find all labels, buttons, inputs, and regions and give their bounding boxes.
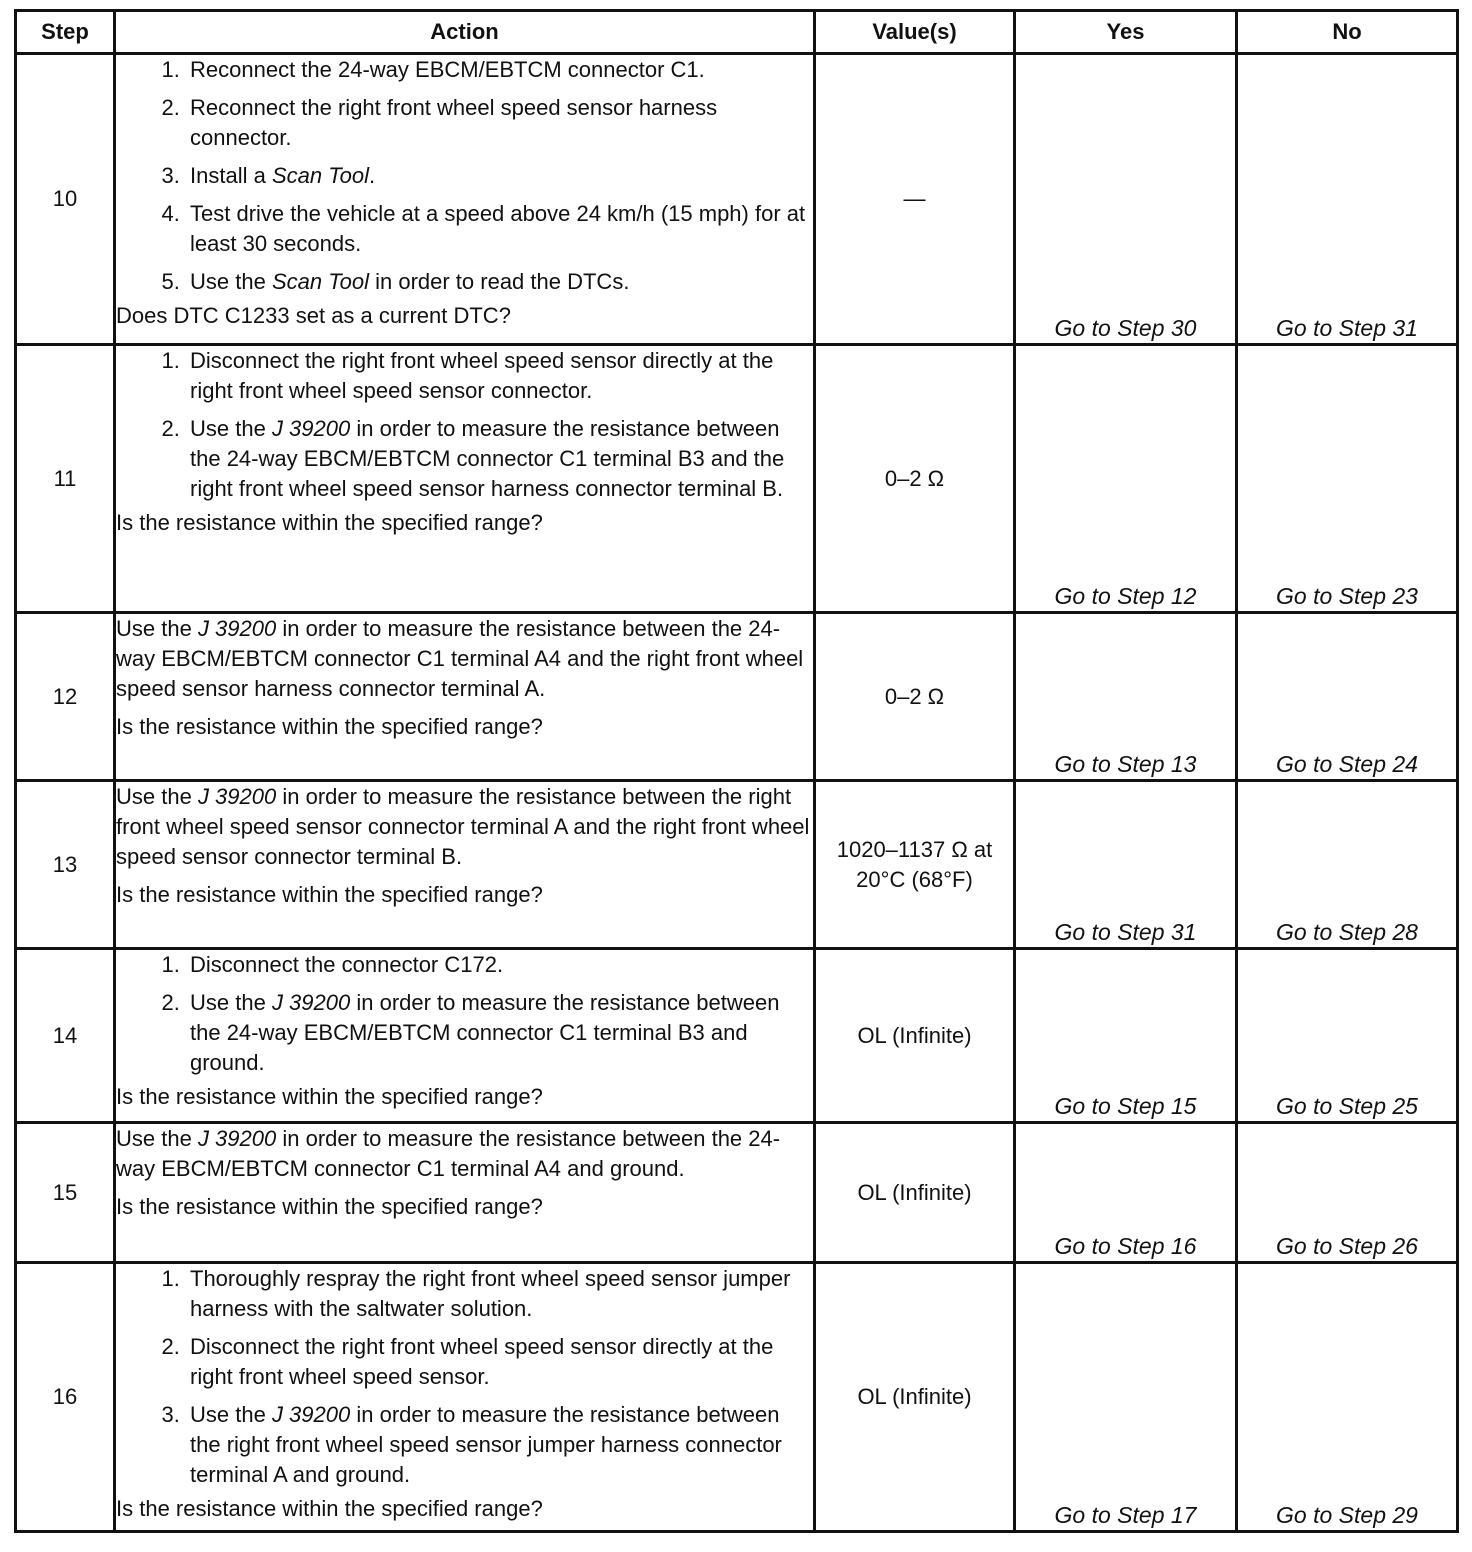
action-question: Is the resistance within the specified range?	[116, 510, 543, 535]
action-step: 3. Install a Scan Tool.	[186, 161, 813, 191]
action-question: Is the resistance within the specified range?	[116, 714, 543, 739]
step-number: 10	[16, 54, 115, 345]
yes-goto: Go to Step 12	[1015, 345, 1237, 613]
tool-name: Scan Tool	[271, 163, 369, 188]
action-cell	[115, 1263, 815, 1532]
no-goto: Go to Step 23	[1237, 345, 1458, 613]
action-question: Is the resistance within the specified range?	[116, 1084, 543, 1109]
tool-name: J 39200	[271, 1402, 351, 1427]
action-question: Is the resistance within the specified range?	[116, 882, 543, 907]
action-paragraph: Use the J 39200 in order to measure the resistance between the right front wheel speed sensor connector terminal A and the right front wheel speed sensor connector terminal B.	[116, 784, 810, 869]
step-number: 16	[16, 1263, 115, 1532]
no-goto: Go to Step 28	[1237, 781, 1458, 949]
action-steps	[116, 1264, 813, 1490]
action-step: 5. Use the Scan Tool in order to read the DTCs.	[186, 267, 813, 297]
action-question: Is the resistance within the specified range?	[116, 1496, 543, 1521]
tool-name: Scan Tool	[271, 269, 369, 294]
action-cell	[115, 949, 815, 1123]
no-goto: Go to Step 24	[1237, 613, 1458, 781]
header-action: Action	[115, 11, 815, 54]
table-row-step-10	[16, 54, 1458, 345]
action-question: Is the resistance within the specified range?	[116, 1194, 543, 1219]
header-row	[16, 11, 1458, 54]
value-cell: 0–2 Ω	[815, 613, 1015, 781]
yes-goto: Go to Step 31	[1015, 781, 1237, 949]
action-steps	[116, 55, 813, 297]
value-cell: 0–2 Ω	[815, 345, 1015, 613]
table-row-step-13	[16, 781, 1458, 949]
value-cell: OL (Infinite)	[815, 949, 1015, 1123]
step-number: 11	[16, 345, 115, 613]
action-cell	[115, 1123, 815, 1263]
no-goto: Go to Step 25	[1237, 949, 1458, 1123]
action-step: 1. Reconnect the 24-way EBCM/EBTCM connector C1.	[186, 55, 813, 85]
action-step: 3. Use the J 39200 in order to measure the resistance between the right front wheel speed sensor jumper harness connector terminal A and ground.	[186, 1400, 813, 1490]
tool-name: J 39200	[271, 990, 351, 1015]
step-number: 12	[16, 613, 115, 781]
yes-goto: Go to Step 16	[1015, 1123, 1237, 1263]
value-cell: OL (Infinite)	[815, 1263, 1015, 1532]
step-number: 15	[16, 1123, 115, 1263]
action-steps	[116, 950, 813, 1078]
table-row-step-11	[16, 345, 1458, 613]
action-question: Does DTC C1233 set as a current DTC?	[116, 303, 511, 328]
step-number: 14	[16, 949, 115, 1123]
action-steps	[116, 346, 813, 504]
header-yes: Yes	[1015, 11, 1237, 54]
action-step: 2. Use the J 39200 in order to measure the resistance between the 24-way EBCM/EBTCM connector C1 terminal B3 and the right front wheel speed sensor harness connector terminal B.	[186, 414, 813, 504]
value-cell: 1020–1137 Ω at 20°C (68°F)	[815, 781, 1015, 949]
action-step: 1. Thoroughly respray the right front wheel speed sensor jumper harness with the saltwater solution.	[186, 1264, 813, 1324]
yes-goto: Go to Step 17	[1015, 1263, 1237, 1532]
tool-name: J 39200	[271, 416, 351, 441]
action-paragraph: Use the J 39200 in order to measure the resistance between the 24-way EBCM/EBTCM connector C1 terminal A4 and the right front wheel speed sensor harness connector terminal A.	[116, 616, 804, 701]
action-step: 2. Use the J 39200 in order to measure the resistance between the 24-way EBCM/EBTCM connector C1 terminal B3 and ground.	[186, 988, 813, 1078]
action-step: 2. Reconnect the right front wheel speed sensor harness connector.	[186, 93, 813, 153]
no-goto: Go to Step 29	[1237, 1263, 1458, 1532]
tool-name: J 39200	[197, 784, 277, 809]
no-goto: Go to Step 26	[1237, 1123, 1458, 1263]
action-step: 1. Disconnect the connector C172.	[186, 950, 813, 980]
table-row-step-12	[16, 613, 1458, 781]
step-number: 13	[16, 781, 115, 949]
header-step: Step	[16, 11, 115, 54]
yes-goto: Go to Step 15	[1015, 949, 1237, 1123]
table-row-step-14	[16, 949, 1458, 1123]
diagnostic-table	[14, 9, 1459, 1533]
value-cell: OL (Infinite)	[815, 1123, 1015, 1263]
action-step: 1. Disconnect the right front wheel speed sensor directly at the right front wheel speed sensor connector.	[186, 346, 813, 406]
header-values: Value(s)	[815, 11, 1015, 54]
value-cell: —	[815, 54, 1015, 345]
action-cell	[115, 613, 815, 781]
yes-goto: Go to Step 30	[1015, 54, 1237, 345]
tool-name: J 39200	[197, 616, 277, 641]
header-no: No	[1237, 11, 1458, 54]
yes-goto: Go to Step 13	[1015, 613, 1237, 781]
action-cell	[115, 54, 815, 345]
action-cell	[115, 781, 815, 949]
action-step: 4. Test drive the vehicle at a speed above 24 km/h (15 mph) for at least 30 seconds.	[186, 199, 813, 259]
tool-name: J 39200	[197, 1126, 277, 1151]
action-paragraph: Use the J 39200 in order to measure the resistance between the 24-way EBCM/EBTCM connector C1 terminal A4 and ground.	[116, 1126, 781, 1181]
action-cell	[115, 345, 815, 613]
table-row-step-15	[16, 1123, 1458, 1263]
no-goto: Go to Step 31	[1237, 54, 1458, 345]
action-step: 2. Disconnect the right front wheel speed sensor directly at the right front wheel speed sensor.	[186, 1332, 813, 1392]
table-row-step-16	[16, 1263, 1458, 1532]
